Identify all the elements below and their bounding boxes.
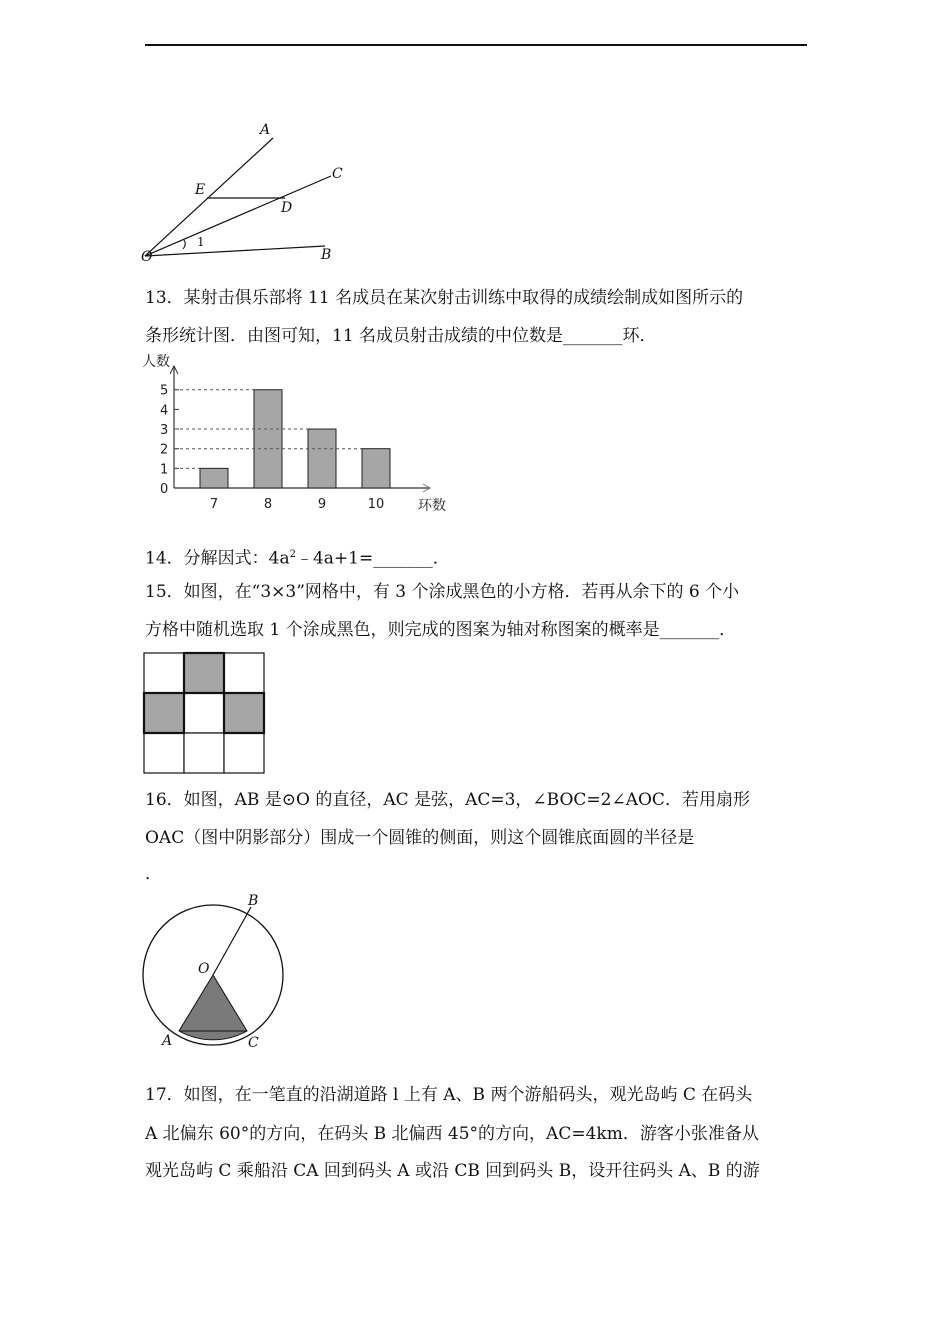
q17-line2: A 北偏东 60°的方向，在码头 B 北偏西 45°的方向，AC=4km．游客小张准备从 — [145, 1124, 759, 1144]
bar — [362, 449, 390, 488]
label-angle-1: 1 — [197, 235, 205, 249]
header-rule — [145, 44, 807, 46]
label-b: B — [248, 893, 259, 909]
y-tick-label: 0 — [160, 482, 169, 497]
x-axis-label: 环数 — [418, 498, 446, 514]
label-d: D — [281, 200, 293, 216]
x-tick-label: 7 — [209, 497, 219, 512]
grid-cell-shaded — [184, 653, 224, 693]
ray-oc — [145, 176, 331, 256]
grid-cell — [184, 693, 224, 733]
q14-suffix: ﹣4a+1=_______． — [295, 548, 450, 569]
grid-3x3 — [141, 650, 267, 776]
label-c: C — [248, 1035, 259, 1051]
q14-line — [145, 545, 450, 569]
radius-ob — [213, 907, 251, 975]
y-tick-label: 2 — [160, 442, 169, 458]
label-o: O — [198, 961, 210, 977]
q15-line1: 15．如图，在“3×3”网格中，有 3 个涂成黑色的小方格．若再从余下的 6 个小 — [145, 582, 740, 602]
q14-exponent: 2 — [289, 549, 296, 560]
x-tick-label: 8 — [263, 497, 273, 512]
q17-line1: 17．如图，在一笔直的沿湖道路 l 上有 A、B 两个游船码头，观光岛屿 C 在码头 — [145, 1085, 753, 1105]
label-e: E — [195, 182, 206, 198]
grid-cell-shaded — [144, 693, 184, 733]
grid-cell — [144, 653, 184, 693]
q13-line2: 条形统计图．由图可知，11 名成员射击成绩的中位数是_______环． — [145, 326, 657, 346]
angle-diagram — [135, 118, 365, 268]
label-a: A — [260, 122, 271, 138]
y-tick-label: 3 — [160, 423, 169, 439]
q14-prefix: 14．分解因式：4a — [145, 548, 290, 569]
label-o: O — [141, 249, 153, 265]
bar-chart — [140, 352, 470, 520]
label-c: C — [332, 166, 343, 182]
grid-cell — [224, 653, 264, 693]
y-tick-label: 5 — [160, 383, 169, 399]
q15-line2: 方格中随机选取 1 个涂成黑色，则完成的图案为轴对称图案的概率是_______． — [145, 620, 737, 640]
angle-arc — [183, 240, 185, 249]
bar — [254, 390, 282, 488]
circle-diagram — [138, 890, 298, 1055]
label-b: B — [321, 247, 332, 263]
bar — [308, 429, 336, 488]
y-tick-label: 1 — [160, 462, 169, 478]
grid-cell — [184, 733, 224, 773]
y-axis-label: 人数 — [142, 354, 170, 370]
bar — [200, 468, 228, 488]
q17-line3: 观光岛屿 C 乘船沿 CA 回到码头 A 或沿 CB 回到码头 B，设开往码头 A、B 的游 — [145, 1161, 760, 1181]
grid-cell — [144, 733, 184, 773]
y-tick-label: 4 — [160, 403, 169, 419]
ray-ob — [145, 246, 325, 256]
ray-oa — [145, 138, 273, 256]
q13-line1: 13．某射击俱乐部将 11 名成员在某次射击训练中取得的成绩绘制成如图所示的 — [145, 288, 744, 308]
x-tick-label: 9 — [317, 497, 327, 512]
sector-oac — [179, 975, 247, 1040]
q16-line3: ． — [145, 864, 162, 884]
q16-line2: OAC（图中阴影部分）围成一个圆锥的侧面，则这个圆锥底面圆的半径是 — [145, 828, 695, 848]
x-tick-label: 10 — [367, 497, 385, 512]
label-a: A — [162, 1033, 173, 1049]
q16-line1: 16．如图，AB 是⊙O 的直径，AC 是弦，AC=3，∠BOC=2∠AOC．若用扇形 — [145, 790, 750, 810]
grid-cell — [224, 733, 264, 773]
grid-cell-shaded — [224, 693, 264, 733]
